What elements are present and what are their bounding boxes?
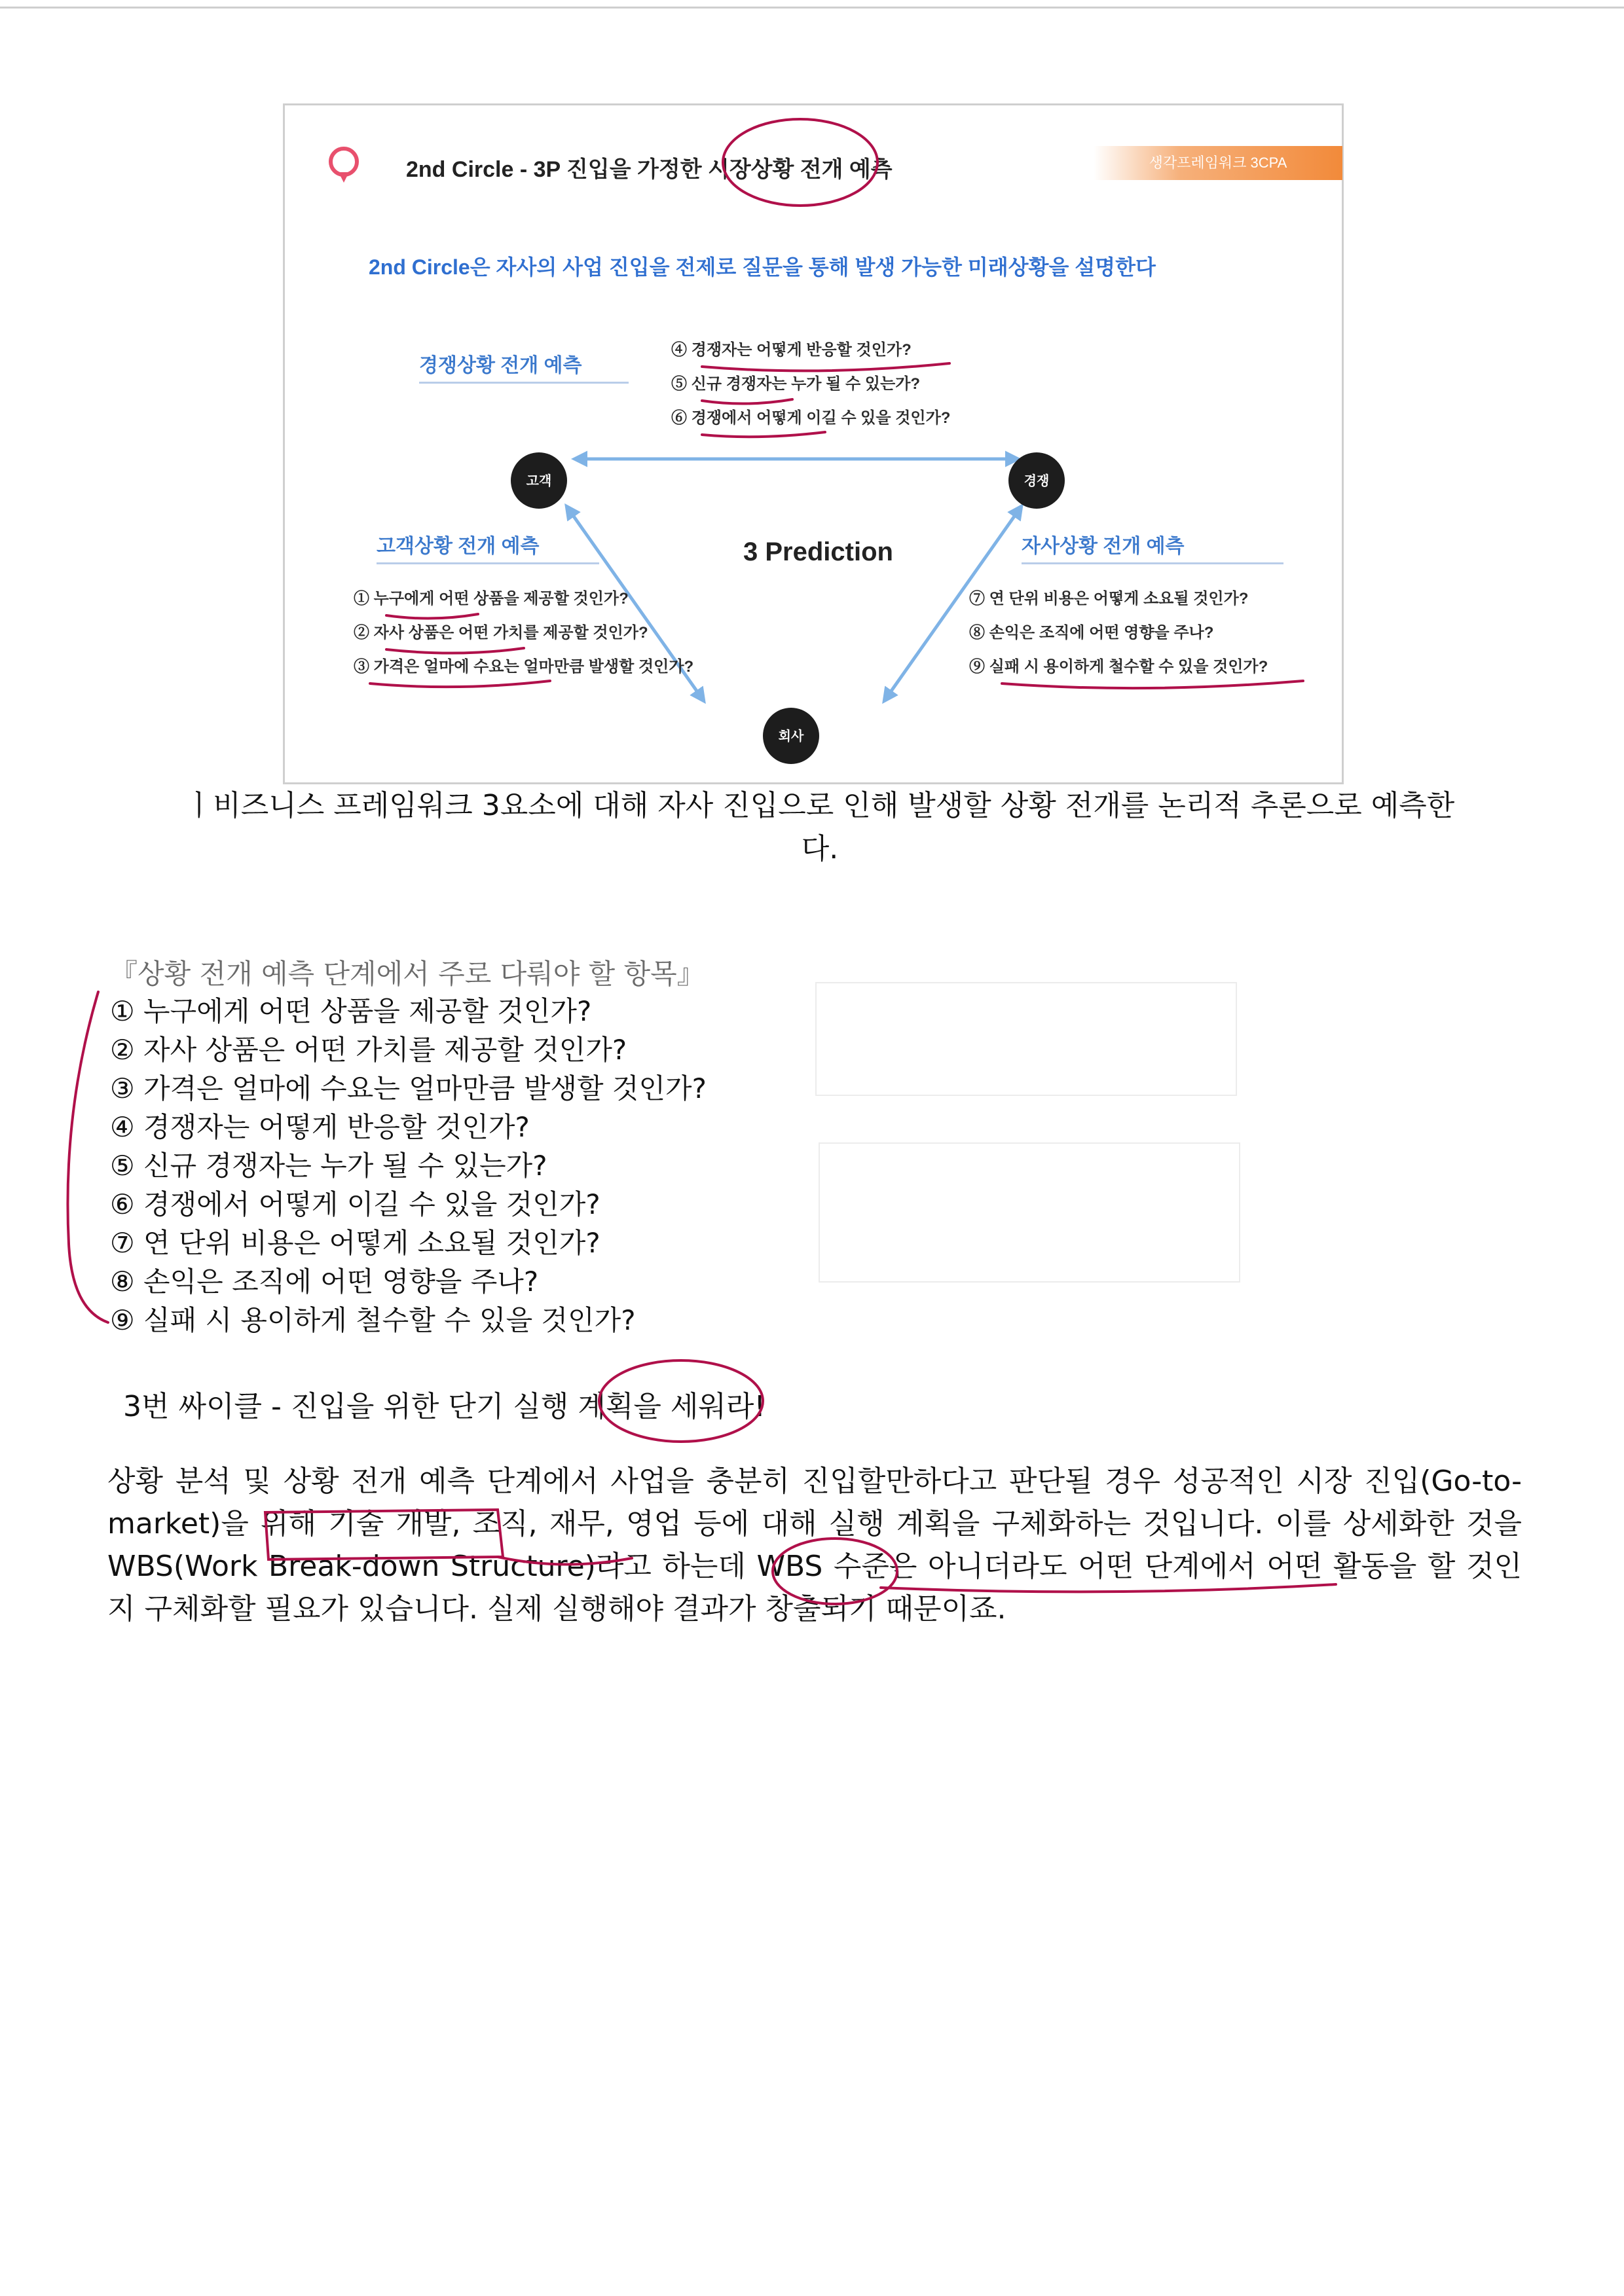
list-item: ⑧ 손익은 조직에 어떤 영향을 주나?	[969, 624, 1214, 642]
list-item: ① 누구에게 어떤 상품을 제공할 것인가?	[354, 590, 629, 608]
list-item: ④ 경쟁자는 어떻게 반응할 것인가?	[110, 1111, 530, 1143]
prediction-triangle	[285, 105, 1346, 786]
list-item: ⑧ 손익은 조직에 어떤 영향을 주나?	[110, 1266, 539, 1298]
center-label: 3 Prediction	[743, 538, 893, 566]
list-item: ⑤ 신규 경쟁자는 누가 될 수 있는가?	[110, 1150, 547, 1182]
node-company: 회사	[763, 708, 819, 764]
brand-badge: 생각프레임워크 3CPA	[1094, 146, 1342, 180]
scan-top-edge	[0, 7, 1624, 9]
customer-questions	[354, 582, 693, 684]
customer-label: 고객상황 전개 예측	[377, 530, 599, 564]
list-item: ③ 가격은 얼마에 수요는 얼마만큼 발생할 것인가?	[354, 658, 694, 676]
list-item: ⑥ 경쟁에서 어떻게 이길 수 있을 것인가?	[110, 1188, 600, 1220]
list-item: ⑨ 실패 시 용이하게 철수할 수 있을 것인가?	[110, 1304, 636, 1336]
list-item: ⑥ 경쟁에서 어떻게 이길 수 있을 것인가?	[671, 409, 951, 427]
list-item: ⑨ 실패 시 용이하게 철수할 수 있을 것인가?	[969, 658, 1268, 676]
list-item: ⑦ 연 단위 비용은 어떻게 소요될 것인가?	[110, 1227, 600, 1259]
slide-subtitle: 2nd Circle은 자사의 사업 진입을 전제로 질문을 통해 발생 가능한 미래상황을 설명한다	[369, 255, 1156, 279]
list-item: ① 누구에게 어떤 상품을 제공할 것인가?	[110, 995, 592, 1027]
list-item: ⑦ 연 단위 비용은 어떻게 소요될 것인가?	[969, 590, 1249, 608]
body-paragraph: 상황 분석 및 상황 전개 예측 단계에서 사업을 충분히 진입할만하다고 판단될 경우 성공적인 시장 진입(Go-to-market)을 위해 기술 개발, 조직, 재무, 영업 등에 대해 실행 계획을 구체화하는 것입니다. 이를 상세화한 것을 WBS(Work Break-down Structure)라고 하는데 WBS 수준은 아니더라도 어떤 단계에서 어떤 활동을 할 것인지 구체화할 필요가 있습니다. 실제 실행해야 결과가 창출되기 때문이죠.	[107, 1465, 1522, 1626]
company-questions	[969, 582, 1268, 684]
bleed-through-box	[815, 982, 1237, 1096]
competition-label: 경쟁상황 전개 예측	[419, 349, 629, 384]
list-item: ③ 가격은 얼마에 수요는 얼마만큼 발생할 것인가?	[110, 1072, 707, 1104]
node-customer: 고객	[511, 452, 567, 509]
list-item: ② 자사 상품은 어떤 가치를 제공할 것인가?	[354, 624, 648, 642]
list-heading: 『상황 전개 예측 단계에서 주로 다뤄야 할 항목』	[110, 958, 705, 990]
bleed-through-box	[819, 1142, 1240, 1283]
slide-title: 2nd Circle - 3P 진입을 가정한 시장상황 전개 예측	[406, 157, 893, 182]
cycle-heading: 3번 싸이클 - 진입을 위한 단기 실행 계획을 세워라!	[123, 1390, 766, 1423]
company-label: 자사상황 전개 예측	[1022, 530, 1283, 564]
bracket-list	[67, 992, 108, 1322]
figure-caption: ㅣ비즈니스 프레임워크 3요소에 대해 자사 진입으로 인해 발생할 상황 전개를 논리적 추론으로 예측한다.	[185, 789, 1455, 866]
slide-image	[283, 103, 1344, 784]
list-item: ⑤ 신규 경쟁자는 누가 될 수 있는가?	[671, 375, 921, 393]
list-item: ② 자사 상품은 어떤 가치를 제공할 것인가?	[110, 1034, 627, 1066]
node-competitor: 경쟁	[1008, 452, 1065, 509]
list-item: ④ 경쟁자는 어떻게 반응할 것인가?	[671, 341, 912, 359]
item-list	[110, 992, 707, 1339]
